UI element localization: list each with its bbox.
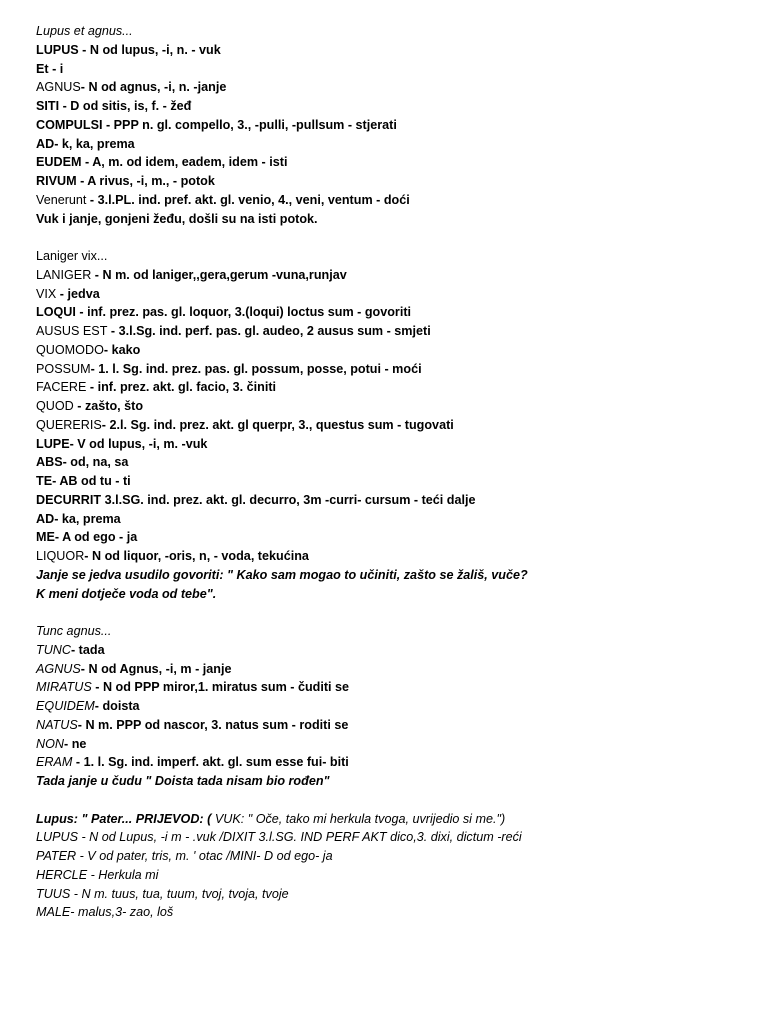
text-segment: PATER - V od pater, tris, m. ' otac /MINI- D od ego- ja [36, 849, 333, 863]
text-segment: TUUS - N m. tuus, tua, tuum, tvoj, tvoja, tvoje [36, 886, 289, 901]
text-segment: - kako [103, 342, 141, 357]
text-line [36, 660, 746, 679]
text-line [36, 772, 746, 791]
text-line [36, 397, 746, 416]
text-segment: Tada janje u čudu " Doista tada nisam bio rođen" [36, 774, 330, 788]
text-segment: Tunc agnus... [36, 624, 112, 638]
text-segment: HERCLE - Herkula mi [36, 867, 159, 882]
text-line [36, 885, 746, 904]
text-line [36, 716, 746, 735]
text-line [36, 285, 746, 304]
text-segment: ABS- od, na, sa [36, 455, 129, 470]
text-segment: - 1. l. Sg. ind. prez. pas. gl. possum, posse, potui - moći [90, 361, 422, 376]
text-line [36, 378, 746, 397]
text-segment: QUOMODO [36, 342, 104, 357]
text-segment: Vuk i janje, gonjeni žeđu, došli su na isti potok. [36, 211, 318, 226]
text-line [36, 472, 746, 491]
text-line [36, 78, 746, 97]
text-segment: - 3.l.Sg. ind. perf. pas. gl. audeo, 2 ausus sum - smjeti [107, 324, 431, 338]
text-line [36, 116, 746, 135]
text-segment: Lupus: " Pater... PRIJEVOD: ( [36, 811, 212, 826]
text-segment: AD- ka, prema [36, 511, 121, 526]
text-line [36, 491, 746, 510]
text-segment: Janje se jedva usudilo govoriti: " Kako sam mogao to učiniti, zašto se žališ, vuče? [36, 567, 528, 582]
text-line [36, 547, 746, 566]
text-line [36, 641, 746, 660]
text-segment: TE- AB od tu - ti [36, 474, 131, 488]
text-segment: AUSUS EST [36, 324, 108, 338]
text-line [36, 360, 746, 379]
text-segment: - N od PPP miror,1. miratus sum - čuditi se [91, 680, 350, 695]
text-segment: - N od Agnus, -i, m - janje [80, 661, 232, 676]
text-segment: ERAM [36, 755, 73, 770]
text-segment: Laniger vix... [36, 249, 108, 263]
text-segment: LOQUI - inf. prez. pas. gl. loquor, 3.(loqui) loctus sum - govoriti [36, 305, 412, 320]
text-line [36, 41, 746, 60]
text-segment: - zašto, što [73, 399, 144, 413]
text-segment: - 1. l. Sg. ind. imperf. akt. gl. sum esse fui- biti [72, 755, 349, 770]
text-segment: K meni dotječe voda od tebe". [36, 586, 217, 601]
text-segment: ME- A od ego - ja [36, 530, 138, 545]
text-segment: POSSUM [36, 361, 91, 376]
text-segment: - jedva [56, 286, 100, 301]
text-segment: FACERE [36, 380, 87, 395]
text-line [36, 585, 746, 604]
text-segment: - tada [70, 642, 105, 657]
text-segment: EUDEM - A, m. od idem, eadem, idem - isti [36, 155, 288, 170]
text-line [36, 341, 746, 360]
text-line [36, 810, 746, 829]
text-segment: VIX [36, 286, 57, 301]
text-line [36, 266, 746, 285]
text-segment: - 3.l.PL. ind. pref. akt. gl. venio, 4., veni, ventum - doći [86, 192, 410, 207]
text-segment: MIRATUS [36, 680, 92, 695]
section-spacer [36, 791, 746, 810]
text-line [36, 735, 746, 754]
text-line [36, 60, 746, 79]
text-line [36, 678, 746, 697]
text-segment: TUNC [36, 642, 71, 657]
text-segment: LANIGER [36, 267, 92, 282]
text-segment: LIQUOR [36, 549, 85, 563]
text-segment: MALE- malus,3- zao, loš [36, 905, 174, 920]
text-segment: RIVUM - A rivus, -i, m., - potok [36, 174, 215, 188]
text-segment: LUPE- V od lupus, -i, m. -vuk [36, 436, 208, 451]
text-line [36, 453, 746, 472]
text-segment: Et - i [36, 61, 64, 76]
text-segment: DECURRIT 3.l.SG. ind. prez. akt. gl. decurro, 3m -curri- cursum - teći dalje [36, 492, 476, 507]
text-segment: LUPUS - N od Lupus, -i m - .vuk /DIXIT 3.l.SG. IND PERF AKT dico,3. dixi, dictum -reći [36, 830, 522, 845]
text-segment: Lupus et agnus... [36, 24, 133, 38]
section-spacer [36, 228, 746, 247]
text-line [36, 753, 746, 772]
text-line [36, 153, 746, 172]
text-segment: NON [36, 736, 64, 751]
text-line [36, 566, 746, 585]
text-segment: - inf. prez. akt. gl. facio, 3. činiti [86, 380, 277, 395]
text-line [36, 528, 746, 547]
text-segment: - N m. od laniger,,gera,gerum -vuna,runjav [91, 267, 347, 282]
document-page [36, 22, 746, 922]
text-line [36, 697, 746, 716]
text-segment: LUPUS - N od lupus, -i, n. - vuk [36, 42, 221, 57]
text-segment: COMPULSI - PPP n. gl. compello, 3., -pulli, -pullsum - stjerati [36, 117, 397, 132]
text-line [36, 322, 746, 341]
text-line [36, 303, 746, 322]
text-line [36, 416, 746, 435]
text-segment: - N m. PPP od nascor, 3. natus sum - roditi se [77, 717, 349, 732]
text-segment: QUOD [36, 399, 74, 413]
section-spacer [36, 603, 746, 622]
text-line [36, 135, 746, 154]
text-segment: NATUS [36, 717, 78, 732]
text-segment: SITI - D od sitis, is, f. - žeđ [36, 99, 192, 113]
text-segment: - N od agnus, -i, n. -janje [80, 80, 227, 95]
text-segment: - ne [64, 736, 87, 751]
text-line [36, 510, 746, 529]
text-segment: - 2.l. Sg. ind. prez. akt. gl querpr, 3., questus sum - tugovati [101, 417, 454, 432]
text-line [36, 247, 746, 266]
text-segment: AGNUS [36, 80, 81, 95]
text-line [36, 622, 746, 641]
text-segment: EQUIDEM [36, 699, 95, 713]
text-line [36, 172, 746, 191]
text-segment: - N od liquor, -oris, n, - voda, tekućina [84, 549, 309, 563]
text-line [36, 191, 746, 210]
text-line [36, 903, 746, 922]
text-segment: QUERERIS [36, 417, 102, 432]
text-segment: - doista [94, 699, 140, 713]
text-segment: AD- k, ka, prema [36, 136, 135, 151]
text-segment: AGNUS [36, 661, 81, 676]
text-line [36, 866, 746, 885]
text-line [36, 847, 746, 866]
text-segment: VUK: " Oče, tako mi herkula tvoga, uvrijedio si me.") [211, 811, 506, 826]
text-line [36, 97, 746, 116]
text-segment: Venerunt [36, 192, 87, 207]
text-line [36, 210, 746, 229]
text-line [36, 22, 746, 41]
text-line [36, 435, 746, 454]
text-line [36, 828, 746, 847]
